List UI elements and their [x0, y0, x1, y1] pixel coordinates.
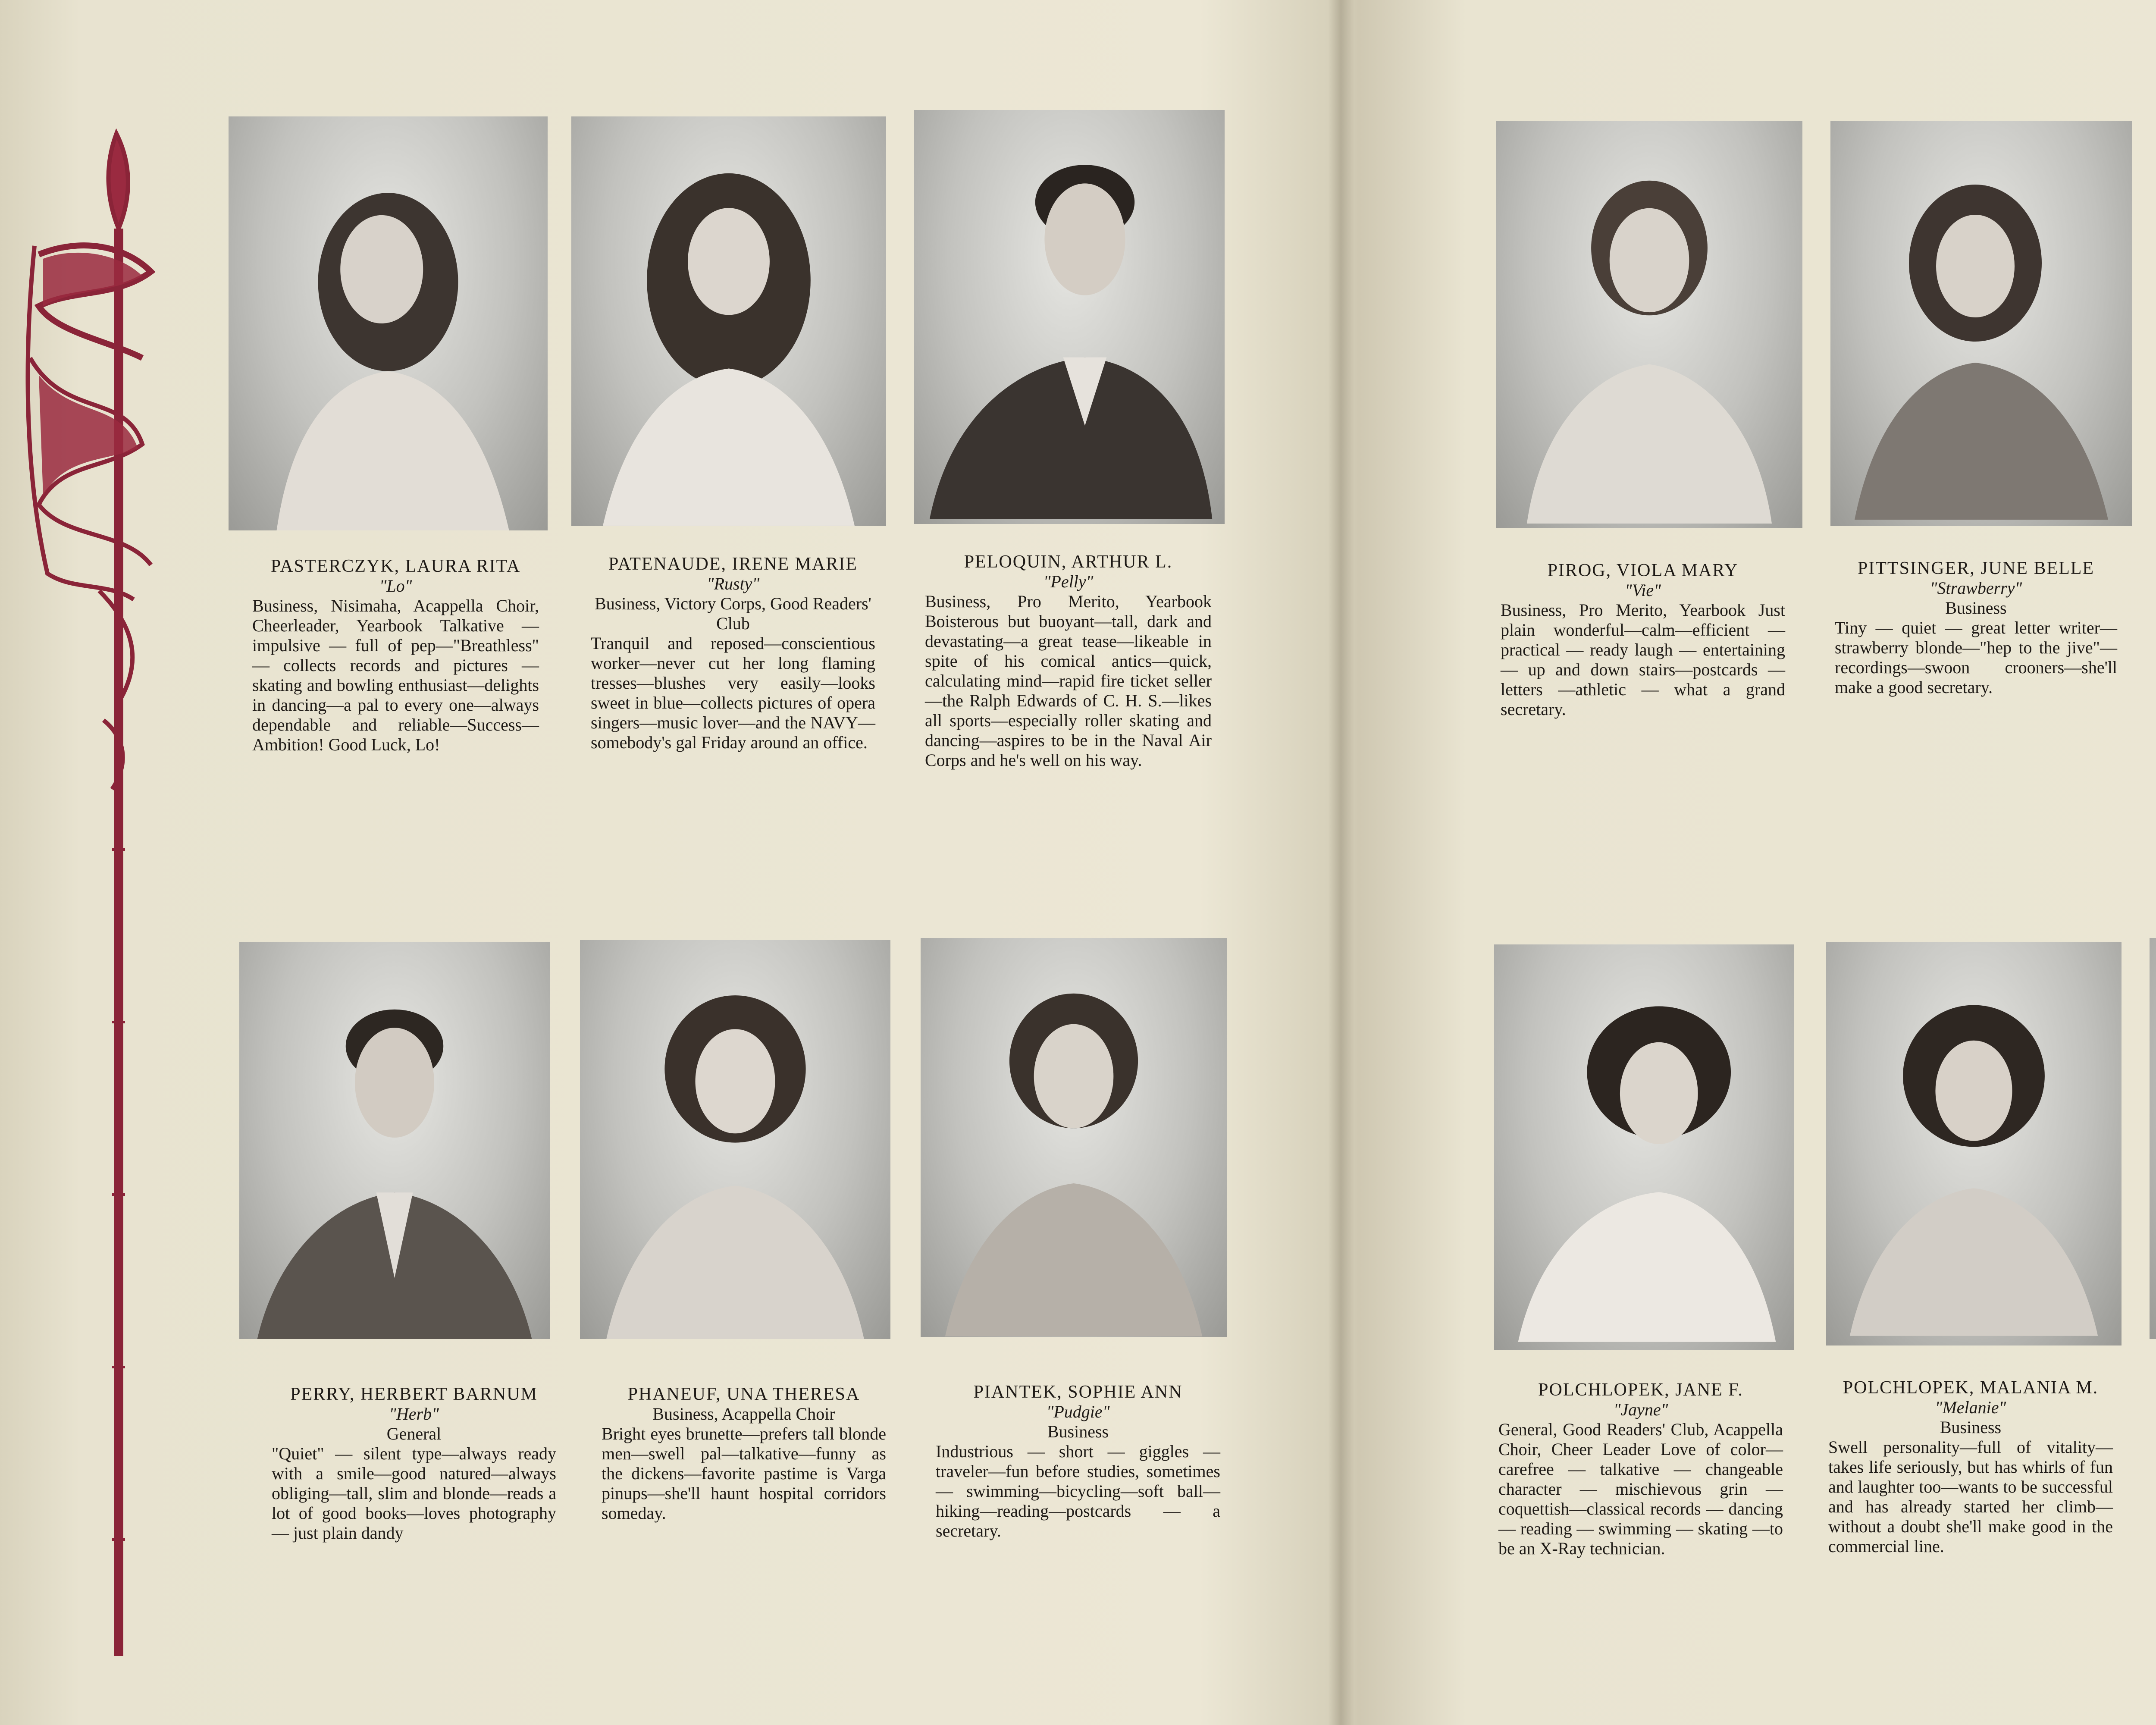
portrait-photo-pittsinger [1830, 121, 2132, 526]
portrait-photo-phaneuf [580, 940, 890, 1339]
student-name: POLCHLOPEK, JANE F. [1538, 1380, 1743, 1400]
student-bio: Bright eyes brunette—prefers tall blonde men—swell pal—talkative—funny as the dickens—favorite pastime is Varga pinups—she'll haunt hospital corridors someday. [602, 1424, 886, 1523]
caption-phaneuf [602, 1384, 886, 1523]
student-activities: General [386, 1424, 442, 1443]
student-nickname: "Pelly" [1043, 572, 1094, 591]
caption-perry [272, 1384, 556, 1543]
student-name: PELOQUIN, ARTHUR L. [964, 552, 1173, 572]
student-name: POLCHLOPEK, MALANIA M. [1843, 1378, 2099, 1398]
caption-pittsinger [1835, 558, 2117, 697]
student-nickname: "Lo" [379, 576, 412, 596]
student-activities: Business [1945, 598, 2007, 618]
student-nickname: "Jayne" [1613, 1400, 1668, 1419]
caption-pasterczyk [252, 556, 539, 755]
student-name: PIANTEK, SOPHIE ANN [973, 1382, 1183, 1402]
portrait-photo-pasterczyk [229, 116, 548, 530]
portrait-photo-patenaude [571, 116, 886, 526]
student-nickname: "Strawberry" [1930, 578, 2022, 598]
student-name: PHANEUF, UNA THERESA [627, 1384, 860, 1404]
portrait-photo-peloquin [914, 110, 1225, 524]
student-bio: Business, Nisimaha, Acappella Choir, Cheerleader, Yearbook Talkative — impulsive — full of pep—"Breathless" — collects records and pictures — skating and bowling enthusiast—delights in dancing—a pal to every one—always dependable and reliable—Success—Ambition! Good Luck, Lo! [252, 596, 539, 754]
student-bio: Industrious — short — giggles —traveler—fun before studies, sometimes — swimming—bicycling—soft ball—hiking—reading—postcards — a secretary. [936, 1442, 1220, 1540]
student-bio: Swell personality—full of vitality—takes life seriously, but has whirls of fun and laughter too—wants to be successful and has already started her climb—without a doubt she'll make good in the commercial line. [1828, 1437, 2113, 1556]
student-nickname: "Rusty" [706, 574, 760, 593]
caption-peloquin [925, 552, 1212, 770]
student-nickname: "Pudgie" [1046, 1402, 1110, 1421]
student-nickname: "Vie" [1625, 580, 1661, 600]
student-bio: Tranquil and reposed—conscientious worker—never cut her long flaming tresses—blushes very easily—looks sweet in blue—collects pictures of opera singers—music lover—and the NAVY—somebody's gal Friday around an office. [591, 634, 875, 752]
student-bio: Tiny — quiet — great letter writer—strawberry blonde—"hep to the jive"—recordings—swoon crooners—she'll make a good secretary. [1835, 618, 2117, 697]
student-activities: Business [1047, 1422, 1109, 1441]
caption-polchlopek-jane [1498, 1380, 1783, 1559]
student-activities: Business, Victory Corps, Good Readers' Club [595, 594, 871, 633]
student-activities: Business [1940, 1418, 2002, 1437]
student-bio: Business, Pro Merito, Yearbook Boisterous but buoyant—tall, dark and devastating—a great tease—likeable in spite of his comical antics—quick, calculating mind—rapid fire ticket seller—the Ralph Edwards of C. H. S.—likes all sports—especially roller skating and dancing—aspires to be in the Naval Air Corps and he's well on his way. [925, 592, 1212, 770]
student-name: PASTERCZYK, LAURA RITA [270, 556, 521, 576]
portrait-photo-pirog [1496, 121, 1802, 528]
caption-patenaude [591, 554, 875, 753]
caption-pirog [1501, 561, 1785, 719]
student-name: PITTSINGER, JUNE BELLE [1857, 558, 2095, 578]
portrait-photo-polchlopek-jane [1494, 944, 1794, 1350]
portrait-photo-polchlopek-malania [1826, 942, 2122, 1346]
student-name: PIROG, VIOLA MARY [1547, 561, 1739, 580]
student-nickname: "Melanie" [1935, 1398, 2006, 1417]
caption-piantek [936, 1382, 1220, 1541]
portrait-photo-polioudakis [2150, 938, 2156, 1339]
spear-border-left-icon [13, 116, 155, 1660]
book-gutter [1328, 0, 1354, 1725]
student-name: PERRY, HERBERT BARNUM [290, 1384, 538, 1404]
student-name: PATENAUDE, IRENE MARIE [608, 554, 858, 574]
portrait-photo-perry [239, 942, 550, 1339]
student-bio: General, Good Readers' Club, Acappella Choir, Cheer Leader Love of color—carefree — talkative — changeable character — mischievous grin — coquettish—classical records — dancing — reading — swimming — skating —to be an X-Ray technician. [1498, 1420, 1783, 1558]
student-activities: Business, Acappella Choir [652, 1404, 835, 1424]
student-nickname: "Herb" [389, 1404, 439, 1424]
caption-polchlopek-malania [1828, 1378, 2113, 1556]
student-bio: Business, Pro Merito, Yearbook Just plain wonderful—calm—efficient — practical — ready laugh — entertaining — up and down stairs—postcards — letters —athletic — what a grand secretary. [1501, 600, 1785, 719]
portrait-photo-piantek [921, 938, 1227, 1337]
student-bio: "Quiet" — silent type—always ready with a smile—good natured—always obliging—tall, slim and blonde—reads a lot of good books—loves photography — just plain dandy [272, 1444, 556, 1543]
